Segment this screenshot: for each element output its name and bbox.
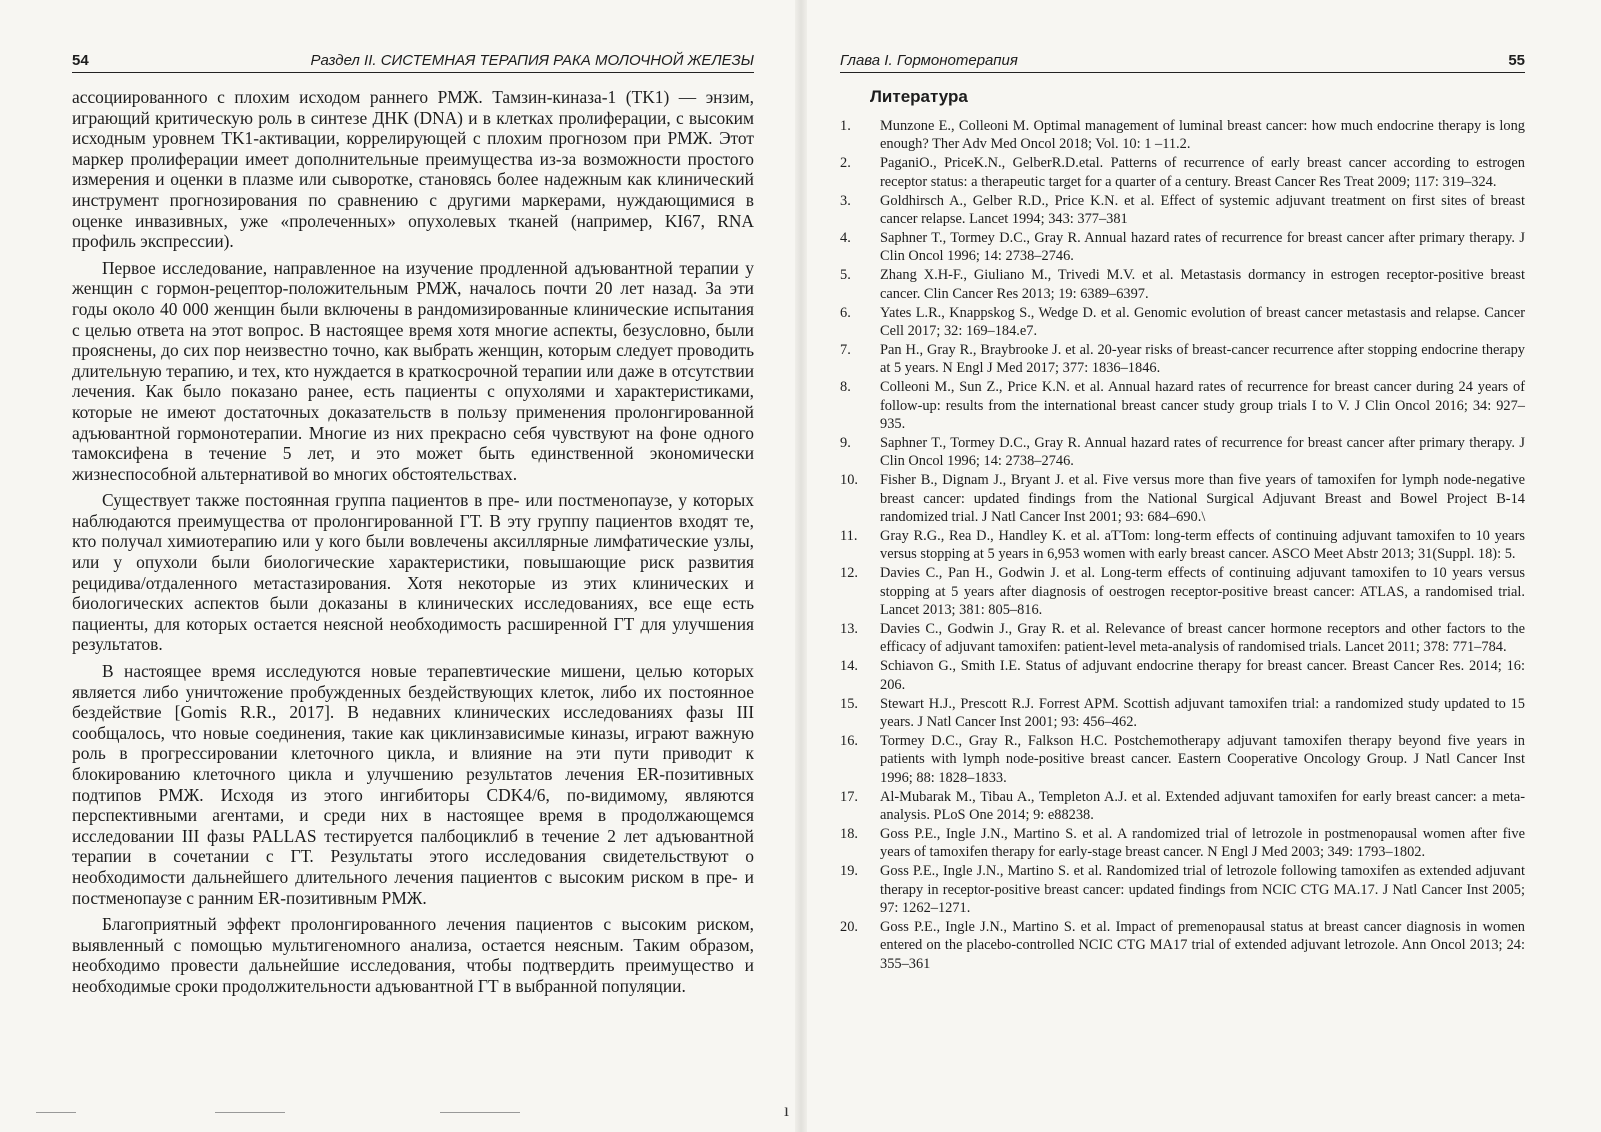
reference-number: 4. — [840, 229, 851, 246]
crop-mark — [36, 1112, 76, 1113]
reference-number: 5. — [840, 267, 851, 284]
reference-number: 18. — [840, 825, 858, 842]
paragraph: Первое исследование, направленное на изучение продленной адъювантной терапии у женщин с гормон-рецептор-положительным РМЖ, началось почти 20 лет назад. За эти годы около 40 000 женщин были включены в рандомизированные клинические испытания с целью ответа на этот вопрос. В настоящее время хотя многие аспекты, безусловно, были прояснены, до сих пор неизвестно точно, как выбрать женщин, которым следует проводить длительную терапию, и тех, кто нуждается в краткосрочной терапии или даже в отсутствии лечения. Как было показано ранее, есть пациенты с опухолями и характеристиками, которые не имеют достаточных доказательств в пользу применения пролонгированной адъювантной гормонотерапии. Многие из них прекрасно себя чувствуют на фоне одного тамоксифена в течение 5 лет, и это может быть единственной экономически жизнеспособной альтернативой во многих обстоятельствах. — [72, 257, 754, 484]
left-section-title: Раздел II. СИСТЕМНАЯ ТЕРАПИЯ РАКА МОЛОЧНОЙ ЖЕЛЕЗЫ — [310, 52, 754, 69]
reference-text: Goss P.E., Ingle J.N., Martino S. et al. A randomized trial of letrozole in postmenopausal women after five years of tamoxifen therapy for early-stage breast cancer. N Engl J Med 2003; 349: 1793–1802. — [880, 825, 1525, 861]
reference-text: Goldhirsch A., Gelber R.D., Price K.N. et al. Effect of systemic adjuvant treatment on first sites of breast cancer relapse. Lancet 1994; 343: 377–381 — [880, 192, 1525, 228]
book-gutter — [795, 0, 807, 1132]
reference-number: 13. — [840, 620, 858, 637]
reference-text: Tormey D.C., Gray R., Falkson H.C. Postchemotherapy adjuvant tamoxifen therapy beyond five years in patients with lymph node-positive breast cancer. Eastern Cooperative Oncology Group. J Natl Cancer Inst 1996; 88: 1828–1833. — [880, 732, 1525, 786]
reference-text: Saphner T., Tormey D.C., Gray R. Annual hazard rates of recurrence for breast cancer after primary therapy. J Clin Oncol 1996; 14: 2738–2746. — [880, 434, 1525, 470]
paragraph: Благоприятный эффект пролонгированного лечения пациентов с высоким риском, выявленный с помощью мультигеномного анализа, остается неясным. Таким образом, необходимо провести дальнейшие исследования, чтобы подтвердить преимущество и необходимые сроки продолжительности адъювантной ГТ в выбранной популяции. — [72, 914, 754, 996]
reference-item — [840, 471, 1525, 526]
reference-text: Goss P.E., Ingle J.N., Martino S. et al. Impact of premenopausal status at breast cancer diagnosis in women entered on the placebo-controlled NCIC CTG MA17 trial of extended adjuvant letrozole. Ann Oncol 2013; 24: 355–361 — [880, 918, 1525, 972]
reference-text: Pan H., Gray R., Braybrooke J. et al. 20-year risks of breast-cancer recurrence after stopping endocrine therapy at 5 years. N Engl J Med 2017; 377: 1836–1846. — [880, 341, 1525, 377]
reference-number: 12. — [840, 565, 858, 582]
reference-item — [840, 434, 1525, 471]
reference-item — [840, 192, 1525, 229]
reference-item — [840, 657, 1525, 694]
left-body-text — [72, 87, 754, 997]
reference-text: Colleoni M., Sun Z., Price K.N. et al. Annual hazard rates of recurrence for breast cancer during 24 years of follow-up: results from the international breast cancer study group trials I to V. J Clin Oncol 2016; 34: 927–935. — [880, 379, 1525, 432]
paragraph: ассоциированного с плохим исходом раннего РМЖ. Тамзин-киназа-1 (TK1) — энзим, играющий критическую роль в синтезе ДНК (DNA) и в клетках пролиферации, с высоким исходным уровнем TK1-активации, коррелирующей с плохим прогнозом при РМЖ. Этот маркер пролиферации имеет дополнительные преимущества из-за возможности простого измерения и оценки в плазме или сыворотке, становясь более надежным как клинический инструмент прогнозирования по сравнению с другими маркерами, нуждающимися в оценке инвазивных, уже «пролеченных» опухолевых тканей (например, KI67, RNA профиль экспрессии). — [72, 87, 754, 252]
reference-text: Zhang X.H-F., Giuliano M., Trivedi M.V. et al. Metastasis dormancy in estrogen receptor-positive breast cancer. Clin Cancer Res 2013; 19: 6389–6397. — [880, 267, 1525, 302]
reference-item — [840, 695, 1525, 732]
reference-item — [840, 732, 1525, 787]
reference-text: Davies C., Godwin J., Gray R. et al. Relevance of breast cancer hormone receptors and other factors to the efficacy of adjuvant tamoxifen: patient-level meta-analysis of randomised trials. Lancet 2011; 378: 771–784. — [880, 620, 1525, 656]
reference-number: 14. — [840, 658, 858, 675]
reference-number: 16. — [840, 732, 858, 749]
right-running-head — [840, 52, 1525, 73]
reference-text: Saphner T., Tormey D.C., Gray R. Annual hazard rates of recurrence for breast cancer after primary therapy. J Clin Oncol 1996; 14: 2738–2746. — [880, 229, 1525, 265]
reference-text: Goss P.E., Ingle J.N., Martino S. et al. Randomized trial of letrozole following tamoxifen as extended adjuvant therapy in receptor-positive breast cancer: updated findings from NCIC CTG MA.17. J Natl Cancer Inst 2005; 97: 1262–1271. — [880, 863, 1525, 917]
reference-item — [840, 862, 1525, 917]
reference-text: Al-Mubarak M., Tibau A., Templeton A.J. et al. Extended adjuvant tamoxifen for early breast cancer: a meta-analysis. PLoS One 2014; 9: e88238. — [880, 788, 1525, 824]
reference-text: PaganiO., PriceK.N., GelberR.D.etal. Patterns of recurrence of early breast cancer according to estrogen receptor status: a therapeutic target for a quarter of a century. Breast Cancer Res Treat 2009; 117: 319–324. — [880, 155, 1525, 190]
reference-number: 20. — [840, 918, 858, 935]
reference-number: 11. — [840, 527, 858, 544]
reference-list — [840, 117, 1525, 973]
left-running-head — [72, 52, 754, 73]
fold-mark: ı — [784, 1100, 790, 1120]
reference-text: Munzone E., Colleoni M. Optimal management of luminal breast cancer: how much endocrine therapy is long enough? Ther Adv Med Oncol 2018; Vol. 10: 1 –11.2. — [880, 118, 1525, 153]
reference-number: 6. — [840, 304, 851, 321]
reference-item — [840, 304, 1525, 341]
reference-item — [840, 378, 1525, 433]
reference-number: 17. — [840, 788, 858, 805]
reference-number: 15. — [840, 695, 858, 712]
reference-text: Fisher B., Dignam J., Bryant J. et al. Five versus more than five years of tamoxifen for lymph node-negative breast cancer: updated findings from the National Surgical Adjuvant Breast and Bowel Project B-14 randomized trial. J Natl Cancer Inst 2001; 93: 684–690.\ — [880, 472, 1525, 526]
crop-mark — [215, 1112, 285, 1113]
right-page-number: 55 — [1508, 52, 1525, 69]
reference-item — [840, 154, 1525, 191]
reference-item — [840, 788, 1525, 825]
reference-item — [840, 229, 1525, 266]
reference-item — [840, 266, 1525, 303]
reference-item — [840, 564, 1525, 619]
reference-number: 8. — [840, 379, 851, 396]
reference-item — [840, 117, 1525, 154]
reference-number: 2. — [840, 155, 851, 172]
crop-mark — [440, 1112, 520, 1113]
right-page — [810, 0, 1601, 1132]
reference-item — [840, 620, 1525, 657]
left-page — [0, 0, 790, 1132]
reference-number: 9. — [840, 434, 851, 451]
reference-item — [840, 918, 1525, 973]
reference-number: 3. — [840, 192, 851, 209]
reference-number: 7. — [840, 341, 851, 358]
reference-item — [840, 341, 1525, 378]
right-chapter-title: Глава I. Гормонотерапия — [840, 52, 1018, 69]
reference-text: Gray R.G., Rea D., Handley K. et al. aTTom: long-term effects of continuing adjuvant tamoxifen to 10 years versus stopping at 5 years in 6,953 women with early breast cancer. ASCO Meet Abstr 2013; 31(Suppl. 18): 5. — [880, 527, 1525, 563]
reference-text: Yates L.R., Knappskog S., Wedge D. et al. Genomic evolution of breast cancer metastasis and relapse. Cancer Cell 2017; 32: 169–184.e7. — [880, 304, 1525, 339]
reference-number: 19. — [840, 863, 858, 880]
reference-item — [840, 527, 1525, 564]
reference-item — [840, 825, 1525, 862]
paragraph: Существует также постоянная группа пациентов в пре- или постменопаузе, у которых наблюдаются преимущества от пролонгированной ГТ. В эту группу пациентов входят те, кто получал химиотерапию или у кого были вовлечены аксиллярные лимфатические узлы, или у опухоли были биологические характеристики, повышающие риск развития рецидива/отдаленного метастазирования. Хотя некоторые из этих клинических и биологических аспектов были доказаны в клинических исследованиях, все еще есть пациенты, для которых остается неясной необходимость расширенной ГТ для улучшения результатов. — [72, 490, 754, 655]
left-page-number: 54 — [72, 52, 89, 69]
reference-text: Davies C., Pan H., Godwin J. et al. Long-term effects of continuing adjuvant tamoxifen to 10 years versus stopping at 5 years after diagnosis of oestrogen receptor-positive breast cancer: ATLAS, a randomised trial. Lancet 2013; 381: 805–816. — [880, 565, 1525, 619]
reference-text: Schiavon G., Smith I.E. Status of adjuvant endocrine therapy for breast cancer. Breast Cancer Res. 2014; 16: 206. — [880, 658, 1525, 693]
reference-text: Stewart H.J., Prescott R.J. Forrest APM. Scottish adjuvant tamoxifen trial: a randomized study updated to 15 years. J Natl Cancer Inst 2001; 93: 456–462. — [880, 695, 1525, 730]
references-heading: Литература — [870, 87, 968, 106]
reference-number: 1. — [840, 118, 851, 134]
reference-number: 10. — [840, 472, 858, 489]
paragraph: В настоящее время исследуются новые терапевтические мишени, целью которых является либо уничтожение пробужденных бездействующих клеток, либо их постоянное бездействие [Gomis R.R., 2017]. В недавних клинических исследованиях фазы III сообщалось, что новые соединения, такие как циклинзависимые киназы, играют важную роль в прогрессировании клеточного цикла, и влияние на эти пути приводит к блокированию клеточного цикла и улучшению результатов лечения ER-позитивных подтипов РМЖ. Исходя из этого ингибиторы CDK4/6, по-видимому, являются перспективными агентами, и среди них в настоящее время в продолжающемся исследовании III фазы PALLAS тестируется палбоциклиб в течение 2 лет адъювантной терапии в сочетании с ГТ. Результаты этого исследования свидетельствуют о необходимости дальнейшего длительного лечения пациентов с высоким риском в пре- и постменопаузе с ранним ER-позитивным РМЖ. — [72, 661, 754, 908]
